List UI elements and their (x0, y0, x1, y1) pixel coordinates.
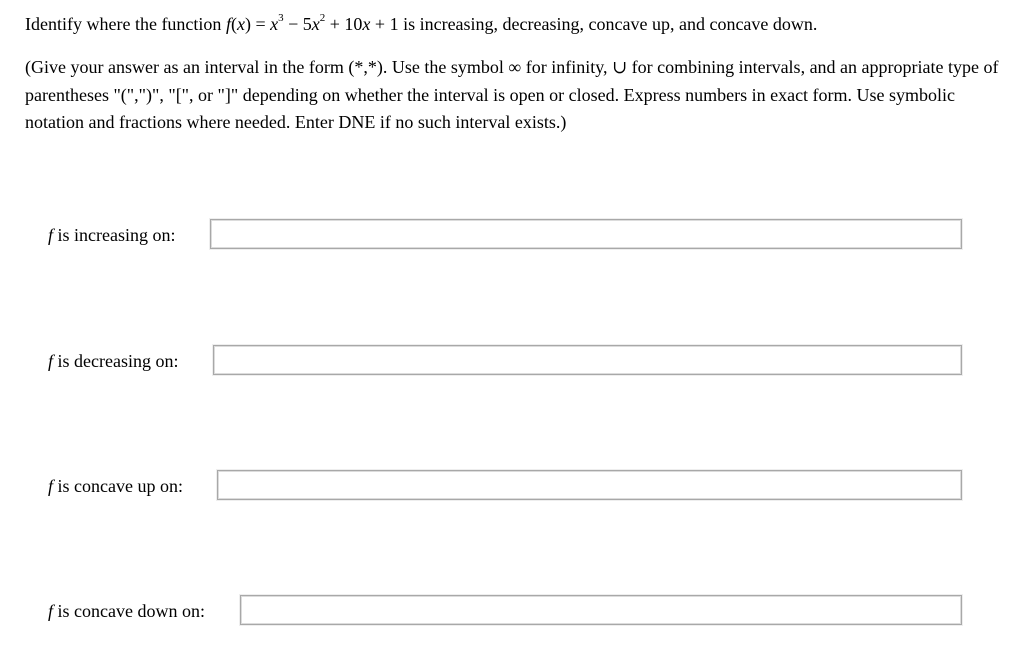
increasing-input[interactable] (210, 219, 962, 249)
increasing-label-f: f (48, 225, 54, 245)
concave-down-label-text: is concave down on: (53, 601, 205, 621)
increasing-label (48, 223, 176, 247)
concave-down-input[interactable] (240, 595, 962, 625)
function-argument: x (236, 14, 245, 34)
question-tail: + 1 is increasing, decreasing, concave up, and concave down. (370, 14, 818, 34)
instructions-text: (Give your answer as an interval in the form (*,*). Use the symbol ∞ for infinity, ∪ for combining intervals, and an appropriate type of parentheses "(",")", "[", or "]" depending on whether the interval is open or closed. Express numbers in exact form. Use symbolic notation and fractions where needed. Enter DNE if no such interval exists.) (25, 57, 999, 132)
concave-up-input[interactable] (217, 470, 962, 500)
decreasing-input[interactable] (213, 345, 962, 375)
concave-down-label-f: f (48, 601, 54, 621)
question-prefix: Identify where the function (25, 14, 226, 34)
quadratic-coefficient: − 5 (283, 14, 312, 34)
quadratic-exponent: 2 (319, 12, 326, 24)
quadratic-term-base: x (311, 14, 320, 34)
concave-up-label-f: f (48, 476, 54, 496)
linear-term: x (362, 14, 371, 34)
concave-up-label-text: is concave up on: (53, 476, 183, 496)
open-paren: ( (230, 14, 237, 34)
decreasing-label-f: f (48, 351, 54, 371)
question-text (25, 13, 1010, 35)
equals-sign: ) = (244, 14, 271, 34)
increasing-label-text: is increasing on: (53, 225, 176, 245)
function-name: f (225, 14, 231, 34)
cubic-term-base: x (270, 14, 279, 34)
concave-up-label (48, 474, 183, 498)
cubic-exponent: 3 (278, 12, 284, 24)
decreasing-label (48, 349, 178, 373)
concave-down-label (48, 599, 205, 623)
linear-coefficient: + 10 (325, 14, 363, 34)
decreasing-label-text: is decreasing on: (53, 351, 179, 371)
